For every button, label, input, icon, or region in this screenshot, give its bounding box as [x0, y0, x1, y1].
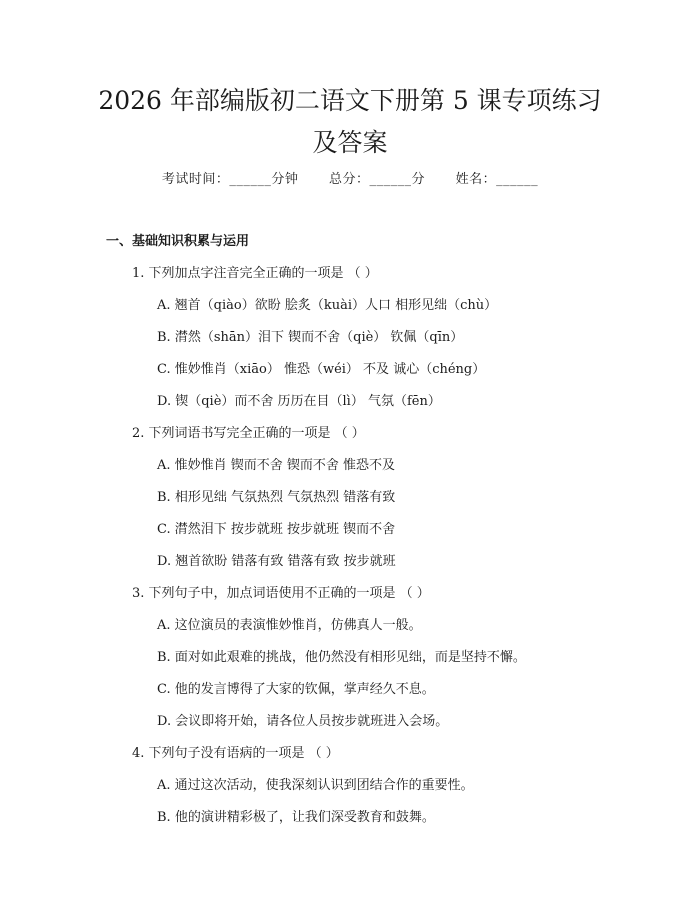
question-option: B. 面对如此艰难的挑战，他仍然没有相形见绌，而是坚持不懈。 — [157, 650, 526, 665]
page-title — [70, 80, 630, 164]
question-option: B. 相形见绌 气氛热烈 气氛热烈 错落有致 — [157, 490, 396, 505]
question-option: A. 翘首（qiào）欲盼 脍炙（kuài）人口 相形见绌（chù） — [157, 298, 498, 313]
question-option: C. 他的发言博得了大家的钦佩，掌声经久不息。 — [157, 682, 435, 697]
total-score: 总分：______分 — [328, 172, 425, 187]
section-heading: 一、基础知识积累与运用 — [106, 234, 250, 249]
question-option: A. 这位演员的表演惟妙惟肖，仿佛真人一般。 — [157, 618, 422, 633]
question-option: A. 惟妙惟肖 锲而不舍 锲而不舍 惟恐不及 — [157, 458, 396, 473]
question-stem: 4. 下列句子没有语病的一项是 （ ） — [132, 746, 339, 761]
student-name: 姓名：______ — [455, 172, 539, 187]
question-option: D. 锲（qiè）而不舍 历历在目（lì） 气氛（fēn） — [157, 394, 441, 409]
question-stem: 1. 下列加点字注音完全正确的一项是 （ ） — [132, 266, 378, 281]
question-option: A. 通过这次活动，使我深刻认识到团结合作的重要性。 — [157, 778, 474, 793]
question-stem: 2. 下列词语书写完全正确的一项是 （ ） — [132, 426, 365, 441]
question-option: B. 潸然（shān）泪下 锲而不舍（qiè） 钦佩（qīn） — [157, 330, 464, 345]
exam-time: 考试时间：______分钟 — [161, 172, 299, 187]
question-stem: 3. 下列句子中，加点词语使用不正确的一项是 （ ） — [132, 586, 430, 601]
question-option: C. 潸然泪下 按步就班 按步就班 锲而不舍 — [157, 522, 396, 537]
question-option: B. 他的演讲精彩极了，让我们深受教育和鼓舞。 — [157, 810, 435, 825]
question-option: D. 翘首欲盼 错落有致 错落有致 按步就班 — [157, 554, 396, 569]
question-option: D. 会议即将开始，请各位人员按步就班进入会场。 — [157, 714, 449, 729]
question-option: C. 惟妙惟肖（xiāo） 惟恐（wéi） 不及 诚心（chéng） — [157, 362, 486, 377]
exam-meta — [0, 168, 700, 187]
title-line-1: 2026 年部编版初二语文下册第 5 课专项练习 — [98, 86, 602, 115]
title-line-2: 及答案 — [312, 128, 388, 157]
